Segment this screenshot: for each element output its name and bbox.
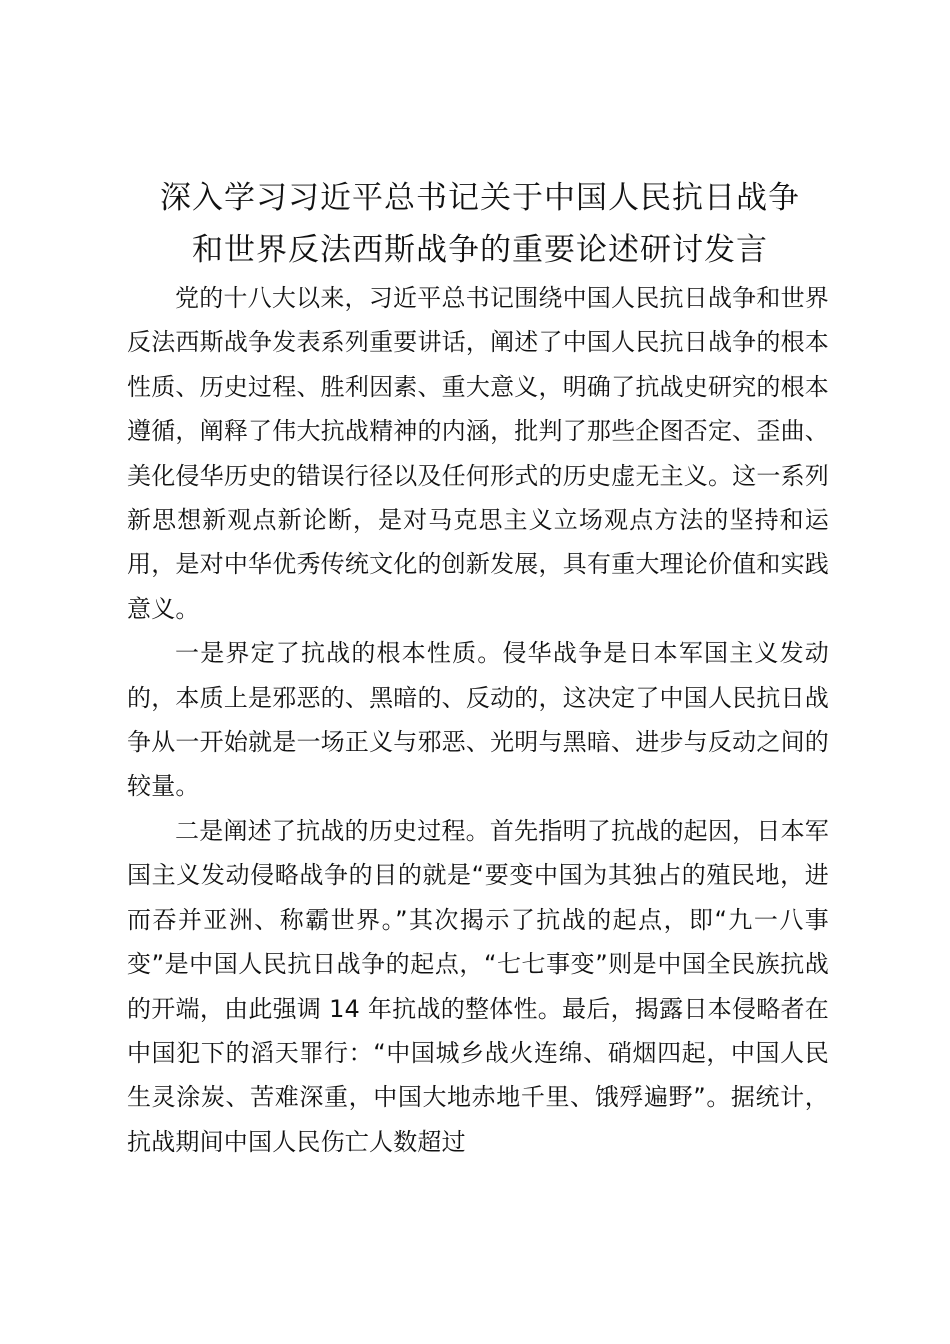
paragraph-point-two: 二是阐述了抗战的历史过程。首先指明了抗战的起因，日本军国主义发动侵略战争的目的就是“要变中国为其独占的殖民地，进而吞并亚洲、称霸世界。”其次揭示了抗战的起点，即“九一八事变”是中国人民抗日战争的起点，“七七事变”则是中国全民族抗战的开端，由此强调 14 年抗战的整体性。最后，揭露日本侵略者在中国犯下的滔天罪行：“中国城乡战火连绵、硝烟四起，中国人民生灵涂炭、苦难深重，中国大地赤地千里、饿殍遍野”。据统计，抗战期间中国人民伤亡人数超过 xyxy=(127,816,829,1156)
document-body xyxy=(127,276,829,1164)
document-title xyxy=(100,172,860,276)
title-line-1: 深入学习习近平总书记关于中国人民抗日战争 xyxy=(160,180,800,216)
paragraph-intro: 党的十八大以来，习近平总书记围绕中国人民抗日战争和世界反法西斯战争发表系列重要讲话，阐述了中国人民抗日战争的根本性质、历史过程、胜利因素、重大意义，明确了抗战史研究的根本遵循，阐释了伟大抗战精神的内涵，批判了那些企图否定、歪曲、美化侵华历史的错误行径以及任何形式的历史虚无主义。这一系列新思想新观点新论断，是对马克思主义立场观点方法的坚持和运用，是对中华优秀传统文化的创新发展，具有重大理论价值和实践意义。 xyxy=(127,284,829,623)
paragraph-point-one: 一是界定了抗战的根本性质。侵华战争是日本军国主义发动的，本质上是邪恶的、黑暗的、反动的，这决定了中国人民抗日战争从一开始就是一场正义与邪恶、光明与黑暗、进步与反动之间的较量。 xyxy=(127,639,829,801)
title-line-2: 和世界反法西斯战争的重要论述研讨发言 xyxy=(192,232,768,268)
